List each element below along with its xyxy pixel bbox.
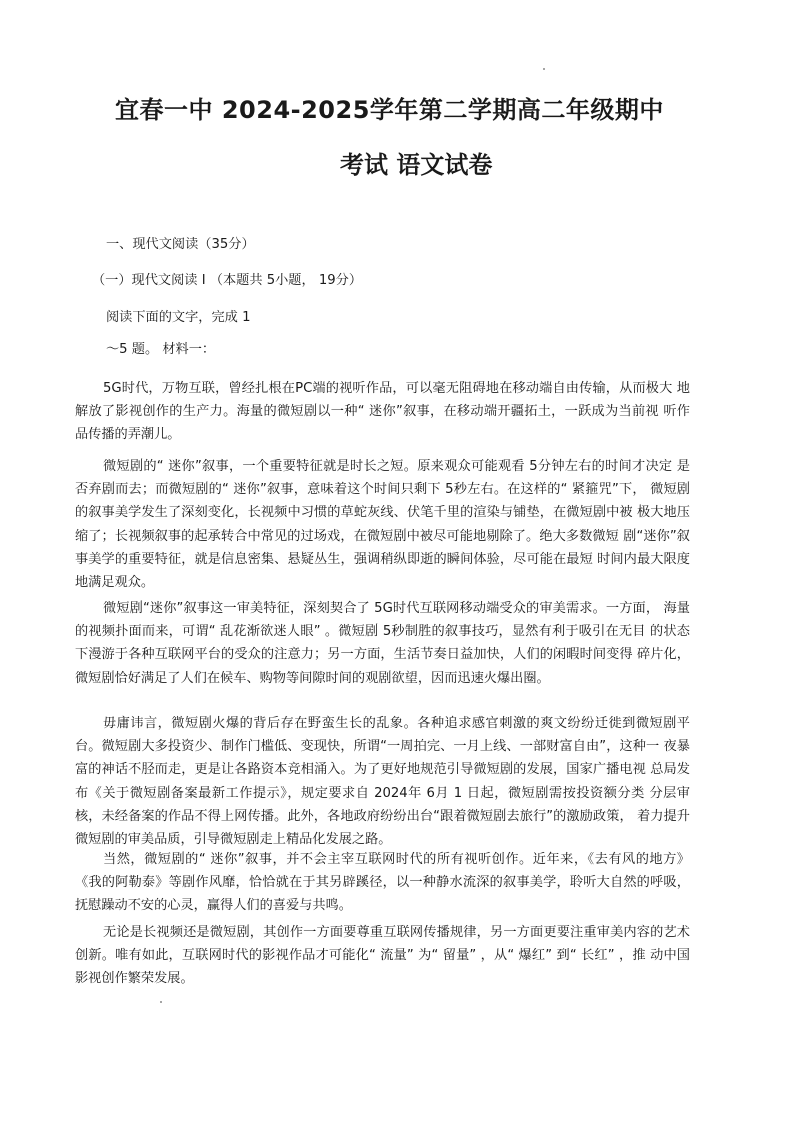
scan-speck (160, 1001, 162, 1003)
paragraph-text: 微短剧“迷你”叙事这一审美特征，深刻契合了 5G时代互联网移动端受众的审美需求。一方面， 海量的视频扑面而来，可谓“ 乱花渐欲迷人眼” 。微短剧 5秒制胜的叙事技巧，显然有利于吸引在无目 的状态下漫游于各种互联网平台的受众的注意力；另一方面，生活节奏日益加快，人们的闲暇时间变得 碎片化，微短剧恰好满足了人们在候车、购物等间隙时间的观剧欲望，因而迅速火爆出圈。 (75, 601, 690, 686)
paragraph-3 (75, 597, 690, 690)
paragraph-text: 无论是长视频还是微短剧，其创作一方面要尊重互联网传播规律，另一方面更要注重审美内容的艺术 创新。唯有如此，互联网时代的影视作品才可能化“ 流量” 为“ 留量” ，从“ 爆红” 到“ 长红” ，推 动中国影视创作繁荣发展。 (75, 925, 690, 987)
exam-title-line2: 考试 语文试卷 (340, 151, 493, 179)
paragraph-text: 微短剧的“ 迷你”叙事，一个重要特征就是时长之短。原来观众可能观看 5分钟左右的时间才决定 是否弃剧而去；而微短剧的“ 迷你”叙事，意味着这个时间只剩下 5秒左右。在这样的“ 紧箍咒”下， 微短剧的叙事美学发生了深刻变化，长视频中习惯的草蛇灰线、伏笔千里的渲染与铺垫，在微短剧中被 极大地压缩了；长视频叙事的起承转合中常见的过场戏，在微短剧中被尽可能地剔除了。绝大多数微短 剧“迷你”叙事美学的重要特征，就是信息密集、悬疑丛生，强调稍纵即逝的瞬间体验，尽可能在最短 时间内最大限度地满足观众。 (75, 459, 690, 591)
scan-speck (543, 68, 545, 70)
paragraph-text: 当然，微短剧的“ 迷你”叙事，并不会主宰互联网时代的所有视听创作。近年来，《去有风的地方》 《我的阿勒泰》等剧作风靡，恰恰就在于其另辟蹊径，以一种静水流深的叙事美学，聆听大自然的呼吸， 抚慰躁动不安的心灵，赢得人们的喜爱与共鸣。 (75, 852, 690, 914)
paragraph-text: 毋庸讳言，微短剧火爆的背后存在野蛮生长的乱象。各种追求感官刺激的爽文纷纷迁徙到微短剧平 台。微短剧大多投资少、制作门槛低、变现快，所谓“一周拍完、一月上线、一部财富自由”，这种一 夜暴富的神话不胫而走，更是让各路资本竞相涌入。为了更好地规范引导微短剧的发展，国家广播电视 总局发布《关于微短剧备案最新工作提示》，规定要求自 2024年 6月 1 日起，微短剧需按投资额分类 分层审核，未经备案的作品不得上网传播。此外，各地政府纷纷出台“跟着微短剧去旅行”的激励政策， 着力提升微短剧的审美品质，引导微短剧走上精品化发展之路。 (75, 716, 690, 848)
instruction-line-1: 阅读下面的文字，完成 1 (106, 310, 251, 325)
instruction-line-2: ～5 题。 材料一： (106, 342, 216, 357)
exam-title-line1: 宜春一中 2024-2025学年第二学期高二年级期中 (115, 96, 664, 124)
paragraph-4 (75, 712, 690, 851)
paragraph-text: 5G时代，万物互联，曾经扎根在PC端的视听作品，可以毫无阻碍地在移动端自由传输，从而极大 地解放了影视创作的生产力。海量的微短剧以一种“ 迷你”叙事，在移动端开疆拓土，一跃成为当前视 听作品传播的弄潮儿。 (75, 381, 690, 443)
section-heading: 一、现代文阅读（35分） (106, 237, 255, 252)
paragraph-6 (75, 921, 690, 991)
paragraph-1 (75, 377, 690, 447)
paragraph-2 (75, 455, 690, 594)
sub-section-heading: （一）现代文阅读 I （本题共 5小题， 19分） (92, 273, 363, 288)
paragraph-5 (75, 848, 690, 918)
